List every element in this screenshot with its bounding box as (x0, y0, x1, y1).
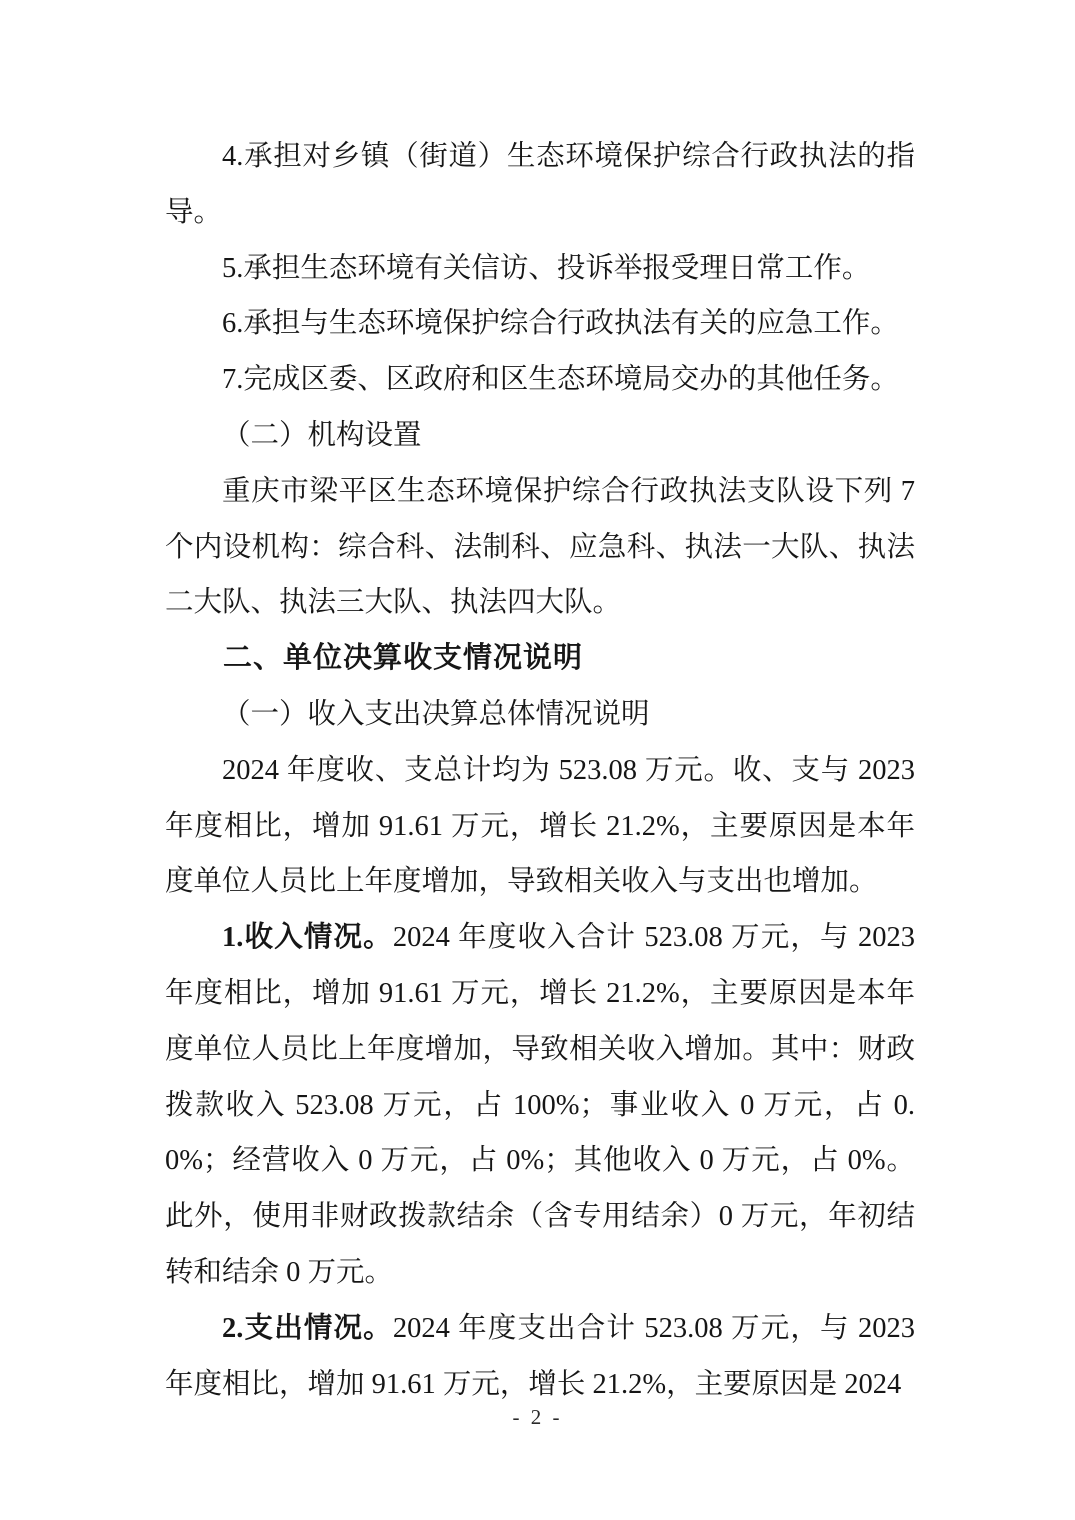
income-lead-label: 1.收入情况。 (222, 922, 393, 954)
income-body-text: 2024 年度收入合计 523.08 万元，与 2023 年度相比，增加 91.61 万元，增长 21.2%，主要原因是本年度单位人员比上年度增加，导致相关收入增加。其中：财政拨款收入 523.08 万元，占 100%；事业收入 0 万元，占 0.0%；经营收入 0 万元，占 0%；其他收入 0 万元，占 0%。此外，使用非财政拨款结余（含专用结余）0 万元，年初结转和结余 0 万元。 (165, 922, 915, 1288)
heading-organization-setup: （二）机构设置 (222, 419, 422, 451)
paragraph-organization-detail: 重庆市梁平区生态环境保护综合行政执法支队设下列 7 个内设机构：综合科、法制科、应急科、执法一大队、执法二大队、执法三大队、执法四大队。 (165, 475, 915, 619)
paragraph-duty-5: 5.承担生态环境有关信访、投诉举报受理日常工作。 (222, 252, 871, 284)
paragraph-overview: 2024 年度收、支总计均为 523.08 万元。收、支与 2023 年度相比，增加 91.61 万元，增长 21.2%，主要原因是本年度单位人员比上年度增加，导致相关收入与支出也增加。 (165, 754, 915, 898)
paragraph-duty-4: 4.承担对乡镇（街道）生态环境保护综合行政执法的指导。 (165, 141, 915, 228)
paragraph-duty-7: 7.完成区委、区政府和区生态环境局交办的其他任务。 (222, 364, 899, 396)
paragraph-expenditure (165, 1301, 915, 1413)
expenditure-lead-label: 2.支出情况。 (222, 1312, 393, 1344)
paragraph-income (165, 910, 915, 1301)
expenditure-body-text: 2024 年度支出合计 523.08 万元，与 2023 年度相比，增加 91.61 万元，增长 21.2%，主要原因是 2024 (165, 1312, 915, 1400)
page-number: - 2 - (512, 1405, 563, 1429)
paragraph-duty-6: 6.承担与生态环境保护综合行政执法有关的应急工作。 (222, 308, 899, 340)
heading-section-2: 二、单位决算收支情况说明 (223, 642, 584, 675)
document-content (165, 129, 915, 1412)
heading-income-expenditure-overview: （一）收入支出决算总体情况说明 (222, 698, 650, 730)
